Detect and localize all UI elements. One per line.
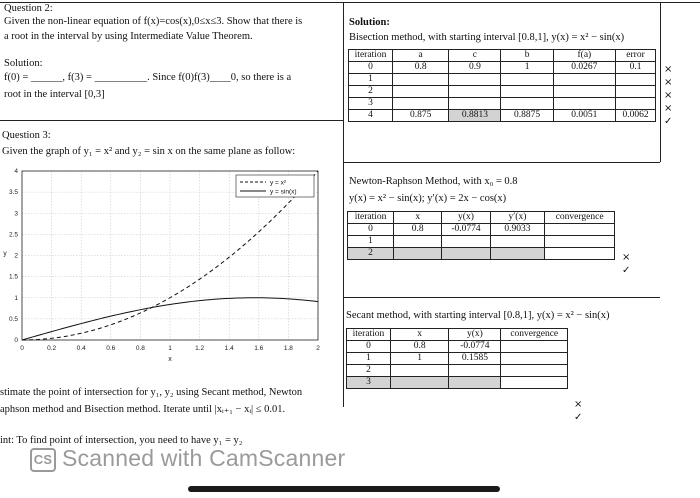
bisection-cell	[553, 98, 615, 110]
secant-cell	[501, 341, 568, 353]
right-solution-label: Solution:	[349, 17, 390, 28]
y-tick-label: 2	[14, 252, 18, 260]
x-tick-label: 0.8	[135, 345, 145, 352]
bisection-cell: 0.0051	[553, 110, 615, 122]
secant-table	[346, 328, 568, 389]
secant-cell: 3	[347, 377, 391, 389]
q2-bottom-rule	[0, 120, 343, 121]
newton-cell	[545, 224, 615, 236]
check-mark-icon: ✓	[622, 265, 631, 276]
newton-cell: 0.8	[394, 224, 442, 236]
bisection-header-5: error	[616, 50, 656, 62]
newton-header-row	[348, 212, 615, 224]
q2-root-line: root in the interval [0,3]	[4, 89, 105, 100]
x-tick-label: 0.4	[76, 345, 86, 352]
table-row	[349, 98, 656, 110]
newton-cell	[545, 236, 615, 248]
bisection-cell: 0.875	[393, 110, 449, 122]
bisection-cell	[616, 86, 656, 98]
bisection-cell	[616, 98, 656, 110]
bisection-cell: 0.0062	[616, 110, 656, 122]
x-tick-label: 1.8	[283, 345, 293, 352]
right-border	[660, 2, 661, 162]
bisection-bottom-rule	[343, 162, 660, 163]
legend-label: y = sin(x)	[270, 188, 297, 196]
table-row	[348, 224, 615, 236]
newton-cell	[490, 248, 545, 260]
q2-title: Question 2:	[4, 3, 53, 14]
newton-equation: y(x) = x² − sin(x); y′(x) = 2x − cos(x)	[349, 193, 507, 204]
bisection-cell	[449, 86, 501, 98]
cross-mark-icon: ×	[664, 77, 673, 88]
table-row	[349, 110, 656, 122]
newton-cell	[394, 248, 442, 260]
bisection-cell	[393, 74, 449, 86]
x-tick-label: 0	[20, 345, 24, 352]
secant-header-3: convergence	[501, 329, 568, 341]
secant-cell	[501, 353, 568, 365]
bisection-cell: 0.9	[449, 62, 501, 74]
bisection-cell	[501, 86, 553, 98]
x-tick-label: 1.6	[254, 345, 264, 352]
x-axis-label: x	[168, 356, 172, 363]
y-tick-label: 0.5	[8, 315, 18, 323]
bisection-cell	[553, 86, 615, 98]
q2-line1: Given the non-linear equation of f(x)=cos(x),0≤x≤3. Show that there is	[4, 16, 303, 27]
table-row	[347, 377, 568, 389]
secant-cell: -0.0774	[449, 341, 501, 353]
q3-hint: int: To find point of intersection, you need to have y₁ = y₂	[0, 435, 243, 446]
newton-cell	[442, 236, 490, 248]
newton-cell	[545, 248, 615, 260]
q3-estimate-line1: stimate the point of intersection for y₁, y₂ using Secant method, Newton	[0, 387, 303, 398]
secant-header-1: x	[390, 329, 448, 341]
bisection-cell	[501, 74, 553, 86]
camscanner-logo-icon: CS	[30, 448, 56, 472]
secant-cell	[501, 365, 568, 377]
bisection-cell: 1	[501, 62, 553, 74]
newton-cell: -0.0774	[442, 224, 490, 236]
y-tick-label: 4	[14, 168, 18, 175]
x-tick-label: 1.2	[195, 345, 205, 352]
bisection-header-3: b	[501, 50, 553, 62]
newton-header-3: y′(x)	[490, 212, 545, 224]
y-tick-label: 3.5	[8, 189, 18, 197]
x-tick-label: 1.4	[224, 345, 234, 352]
secant-cell: 0.1585	[449, 353, 501, 365]
secant-cell	[390, 377, 448, 389]
newton-cell	[394, 236, 442, 248]
secant-cell: 1	[390, 353, 448, 365]
newton-cell	[490, 236, 545, 248]
cross-mark-icon: ×	[664, 90, 673, 101]
newton-cell: 0.9033	[490, 224, 545, 236]
table-row	[347, 353, 568, 365]
camscanner-watermark	[30, 445, 345, 472]
home-indicator-bar[interactable]	[188, 486, 500, 492]
q3-title: Question 3:	[2, 130, 51, 141]
bisection-cell	[393, 98, 449, 110]
table-row	[348, 248, 615, 260]
y-axis-label: y	[3, 250, 7, 258]
secant-cell	[449, 365, 501, 377]
newton-cell: 2	[348, 248, 394, 260]
y-tick-label: 2.5	[8, 231, 18, 239]
x-tick-label: 1	[168, 345, 172, 352]
newton-header-0: iteration	[348, 212, 394, 224]
bisection-cell: 3	[349, 98, 393, 110]
x-tick-label: 2	[316, 345, 320, 352]
table-row	[347, 341, 568, 353]
q3-line1: Given the graph of y₁ = x² and y₂ = sin x on the same plane as follow:	[2, 146, 296, 157]
newton-table	[347, 211, 615, 260]
newton-bottom-rule	[343, 297, 660, 298]
bisection-title: Bisection method, with starting interval [0.8,1], y(x) = x² − sin(x)	[349, 32, 625, 43]
secant-header-2: y(x)	[449, 329, 501, 341]
q2-fill-line: f(0) = ______, f(3) = __________. Since f(0)f(3)____0, so there is a	[4, 72, 292, 83]
cross-mark-icon: ×	[664, 64, 673, 75]
newton-cell: 1	[348, 236, 394, 248]
secant-cell: 1	[347, 353, 391, 365]
newton-header-2: y(x)	[442, 212, 490, 224]
table-row	[349, 86, 656, 98]
secant-header-0: iteration	[347, 329, 391, 341]
cross-mark-icon: ×	[664, 103, 673, 114]
newton-header-1: x	[394, 212, 442, 224]
bisection-header-0: iteration	[349, 50, 393, 62]
bisection-cell: 0.0267	[553, 62, 615, 74]
table-row	[349, 74, 656, 86]
newton-cell	[442, 248, 490, 260]
bisection-cell: 0.8875	[501, 110, 553, 122]
table-row	[347, 365, 568, 377]
cross-mark-icon: ×	[574, 399, 583, 410]
y-tick-label: 1	[14, 294, 18, 302]
top-border	[0, 2, 700, 3]
secant-cell	[501, 377, 568, 389]
bisection-header-row	[349, 50, 656, 62]
bisection-cell: 2	[349, 86, 393, 98]
x-tick-label: 0.6	[106, 345, 116, 352]
y-tick-label: 3	[14, 210, 18, 218]
bisection-cell	[449, 98, 501, 110]
bisection-cell	[501, 98, 553, 110]
y-tick-label: 0	[14, 337, 18, 344]
newton-header-4: convergence	[545, 212, 615, 224]
function-graph	[0, 163, 335, 363]
bisection-header-2: c	[449, 50, 501, 62]
secant-title: Secant method, with starting interval [0.8,1], y(x) = x² − sin(x)	[346, 310, 610, 321]
bisection-cell	[393, 86, 449, 98]
secant-cell: 2	[347, 365, 391, 377]
secant-header-row	[347, 329, 568, 341]
bisection-table	[348, 49, 656, 122]
bisection-cell	[449, 74, 501, 86]
secant-cell: 0.8	[390, 341, 448, 353]
center-divider	[343, 2, 344, 407]
table-row	[348, 236, 615, 248]
secant-cell: 0	[347, 341, 391, 353]
legend-label: y = x²	[270, 179, 287, 187]
watermark-text: Scanned with CamScanner	[62, 445, 346, 471]
check-mark-icon: ✓	[664, 116, 673, 127]
check-mark-icon: ✓	[574, 412, 583, 423]
bisection-cell: 0.1	[616, 62, 656, 74]
q2-line2: a root in the interval by using Intermediate Value Theorem.	[4, 31, 253, 42]
q3-estimate-line2: aphson method and Bisection method. Iterate until |xᵢ₊₁ − xᵢ| ≤ 0.01.	[0, 404, 286, 415]
q2-solution-label: Solution:	[4, 58, 43, 69]
cross-mark-icon: ×	[622, 252, 631, 263]
secant-cell	[390, 365, 448, 377]
bisection-cell: 0.8	[393, 62, 449, 74]
bisection-header-4: f(a)	[553, 50, 615, 62]
bisection-header-1: a	[393, 50, 449, 62]
newton-title: Newton-Raphson Method, with x₀ = 0.8	[349, 176, 518, 187]
x-tick-label: 0.2	[47, 345, 57, 352]
bisection-cell	[616, 74, 656, 86]
y-tick-label: 1.5	[8, 273, 18, 281]
bisection-cell: 4	[349, 110, 393, 122]
bisection-cell: 0	[349, 62, 393, 74]
bisection-cell	[553, 74, 615, 86]
bisection-cell: 0.8813	[449, 110, 501, 122]
newton-cell: 0	[348, 224, 394, 236]
table-row	[349, 62, 656, 74]
secant-cell	[449, 377, 501, 389]
bisection-cell: 1	[349, 74, 393, 86]
